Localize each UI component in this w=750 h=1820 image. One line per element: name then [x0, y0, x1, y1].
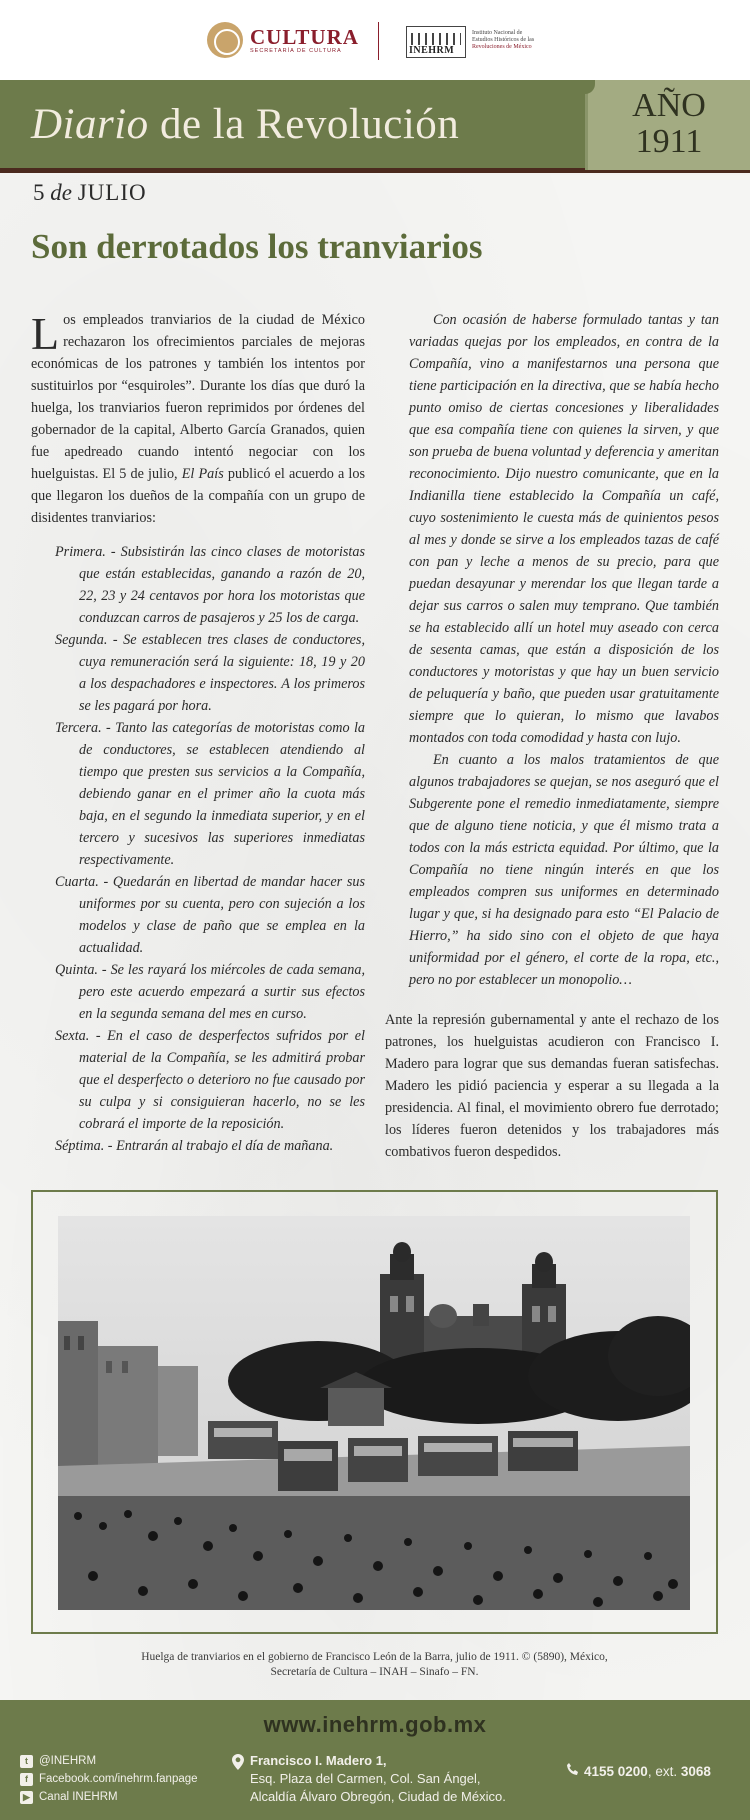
historic-photo[interactable] — [58, 1216, 690, 1610]
intro-text-1: os empleados tranviarios de la ciudad de México rechazaron los ofrecimientos parciales de mejoras económicas de los patrones y también los intentos por sustituirlos por “esquiroles”. Durante los días que duró la huelga, los tranviarios fueron reprimidos por órdenes del gobernador de la capital, Alberto García Granados, quien fue apedreado cuando intentó negociar con los huelguistas. El 5 de julio, — [31, 312, 365, 482]
facebook-icon: f — [20, 1773, 33, 1786]
eagle-seal-icon — [207, 22, 243, 58]
youtube-link[interactable] — [20, 1788, 198, 1806]
twitter-handle: @INEHRM — [39, 1755, 97, 1767]
facebook-url: Facebook.com/inehrm.fanpage — [39, 1773, 198, 1785]
logo-bar — [0, 0, 750, 80]
twitter-icon: t — [20, 1755, 33, 1768]
phone-ext-label: , ext. — [647, 1764, 681, 1779]
photo-frame — [31, 1190, 718, 1634]
article-headline: Son derrotados los tranviarios — [31, 227, 483, 266]
list-item: Primera. - Subsistirán las cinco clases de motoristas que están establecidas, ganando a razón de 20, 22, 23 y 24 centavos por hora los motoristas que conduzcan carros de pasajeros y 25 los de carga. — [55, 544, 365, 626]
year-label: AÑO — [632, 87, 706, 124]
inehrm-description — [472, 30, 552, 51]
cultura-name: CULTURA — [250, 25, 359, 49]
closing-paragraph: Ante la represión gubernamental y ante el rechazo de los patrones, los huelguistas acudieron con Francisco I. Madero para lograr que sus demandas fueran satisfechas. Madero les pidió paciencia y esperar a su llegada a la presidencia. Al final, el movimiento obrero fue derrotado; los líderes fueron detenidos y los trabajadores más combativos fueron despedidos. — [385, 1012, 719, 1160]
inehrm-word: INEHRM — [409, 45, 455, 56]
phone-icon — [566, 1762, 580, 1776]
publication-title — [31, 100, 459, 149]
inehrm-logo[interactable] — [406, 26, 552, 58]
issue-date — [33, 180, 147, 206]
inehrm-desc-line: Estudios Históricos de las — [472, 37, 535, 43]
building-icon — [406, 26, 466, 58]
year-box — [585, 80, 750, 170]
cultura-logo[interactable] — [207, 22, 359, 58]
list-item: Segunda. - Se establecen tres clases de conductores, cuya remuneración será la siguiente: 18, 19 y 20 a los despachadores e inspectores. A los primeros se les pagará por hora. — [55, 632, 365, 714]
website-link[interactable]: www.inehrm.gob.mx — [263, 1712, 487, 1737]
newspaper-name: El País — [181, 466, 224, 482]
caption-line: Huelga de tranviarios en el gobierno de Francisco León de la Barra, julio de 1911. © (5890), México, — [141, 1651, 608, 1663]
map-pin-icon — [232, 1754, 244, 1770]
inehrm-desc-line: Instituto Nacional de — [472, 30, 523, 36]
date-de: de — [50, 180, 72, 205]
date-month: JULIO — [77, 180, 147, 205]
list-item: Séptima. - Entrarán al trabajo el día de mañana. — [55, 1138, 334, 1154]
list-item: Sexta. - En el caso de desperfectos sufridos por el material de la Compañía, se les admitirá probar que el desperfecto o deterioro no fue causado por su culpa y si consiguieran hacerlo, no se les cobrará el importe de la reposición. — [55, 1028, 365, 1132]
quote-paragraph: Con ocasión de haberse formulado tantas y tan variadas quejas por los empleados, en contra de la Compañía, vino a manifestarnos una persona que tiene participación en la directiva, que se había hecho punto omiso de ciertas concesiones y liberalidades que esa compañía tiene con quienes la sirven, y que son prueba de buena voluntad y deferencia y ameritan reconocimiento. Dijo nuestro comunicante, que en la Indianilla tiene establecido la Compañía un café, cuyo sostenimiento le cuesta más de quinientos pesos al mes y donde se sirve a los empleados tazas de café con pan y leche a menos de su precio, para que puedan desayunar y merendar los que llegan tarde a dejar sus carros o salen muy temprano. Que también se ha establecido allí un hotel muy aseado con cerca de sesenta camas, que están a disposición de los conductores y motoristas y que hay un buen servicio de peluquería y baño, que pueden usar gratuitamente siempre que lo quieran, lo mismo que lavabos montados con toda comodidad y hasta con lujo. — [409, 312, 719, 746]
quote-paragraph: En cuanto a los malos tratamientos de que algunos trabajadores se quejan, se nos aseguró que el Subgerente pone el remedio inmediatamente, siempre que de alguno tiene noticia, y que él mismo trata a todos con la más estricta equidad. Por último, que la Compañía no tiene ningún interés en que los empleados compren sus uniformes en determinado lugar y que, si ha designado para esto “El Palacio de Hierro,” ha sido sino con el objeto de que haya uniformidad por el género, el corte de la ropa, etc., pero no por establecer un monopolio… — [409, 752, 719, 988]
cultura-sub: SECRETARÍA DE CULTURA — [250, 48, 342, 54]
intro-paragraph — [31, 309, 365, 529]
footer — [0, 1700, 750, 1820]
youtube-icon: ▶ — [20, 1791, 33, 1804]
phone[interactable] — [566, 1762, 711, 1779]
title-italic: Diario — [31, 101, 149, 148]
caption-line: Secretaría de Cultura – INAH – Sinafo – FN. — [270, 1666, 479, 1678]
social-links — [20, 1752, 198, 1806]
address-line: Esq. Plaza del Carmen, Col. San Ángel, — [250, 1771, 481, 1786]
phone-ext: 3068 — [680, 1764, 711, 1779]
intro-text-2: publicó el acuerdo a los que llegaron los dueños de la compañía con un grupo de disidentes tranviarios: — [31, 466, 365, 526]
address — [250, 1752, 506, 1806]
photo-caption — [31, 1650, 718, 1680]
address-street: Francisco I. Madero 1, — [250, 1753, 387, 1768]
list-item: Quinta. - Se les rayará los miércoles de cada semana, pero este acuerdo empezará a surtir sus efectos en la segunda semana del mes en curso. — [55, 962, 365, 1022]
right-column — [385, 309, 719, 1163]
left-column — [31, 309, 365, 1157]
phone-number: 4155 0200 — [584, 1764, 648, 1779]
facebook-link[interactable] — [20, 1770, 198, 1788]
twitter-link[interactable] — [20, 1752, 198, 1770]
date-day: 5 — [33, 180, 45, 205]
year-value: 1911 — [635, 123, 703, 160]
title-rest: de la Revolución — [148, 101, 460, 148]
youtube-channel: Canal INEHRM — [39, 1791, 118, 1803]
inehrm-desc-line: Revoluciones de México — [472, 44, 532, 50]
agreement-list — [31, 541, 365, 1157]
logo-divider — [378, 22, 379, 60]
list-item: Cuarta. - Quedarán en libertad de mandar hacer sus uniformes por su cuenta, pero con sujeción a los modelos y clase de paño que se emplea en la actualidad. — [55, 874, 365, 956]
drop-cap: L — [31, 308, 60, 359]
address-line: Alcaldía Álvaro Obregón, Ciudad de México. — [250, 1789, 506, 1804]
list-item: Tercera. - Tanto las categorías de motoristas como la de conductores, se establecen atendiendo al tiempo que presten sus servicios a la Compañía, debiendo ganar en el primer año la cuota más baja, en el segundo la inmediata superior, y en el tercero y sucesivos las superiores inmediatas respectivamente. — [55, 720, 365, 868]
